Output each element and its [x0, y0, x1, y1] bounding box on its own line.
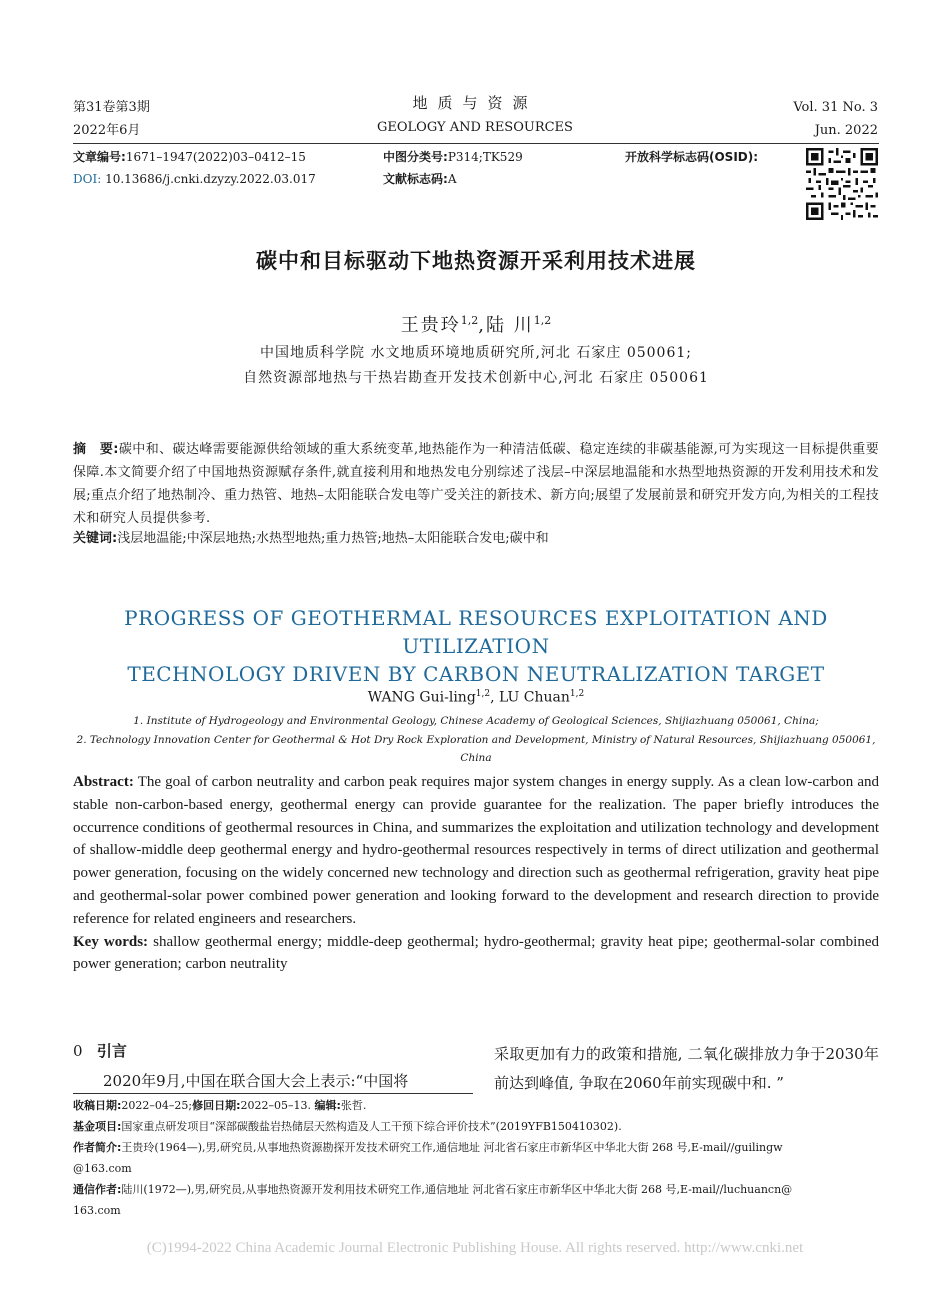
corresponding-label: 通信作者: [73, 1183, 122, 1196]
paper-title-en-line-1: PROGRESS OF GEOTHERMAL RESOURCES EXPLOITATION AND UTILIZATION [124, 606, 828, 658]
doi-label: DOI: [73, 172, 102, 186]
meta-right [625, 146, 758, 168]
author-2-cn: 陆 川 [486, 315, 534, 336]
body-left-column: 2020年9月,中国在联合国大会上表示:“中国将 [103, 1072, 409, 1090]
abstract-en [73, 771, 879, 976]
author-en-sep: , [490, 689, 500, 706]
watermark: (C)1994-2022 China Academic Journal Electronic Publishing House. All rights reserved. http://www.cnki.net [146, 1240, 804, 1256]
paper-title-cn: 碳中和目标驱动下地热资源开采利用技术进展 [256, 249, 696, 273]
doc-code-label: 文献标志码: [383, 172, 448, 186]
doi-value[interactable]: 10.13686/j.cnki.dzyzy.2022.03.017 [105, 172, 316, 186]
affiliation-en-1: 1. Institute of Hydrogeology and Environmental Geology, Chinese Academy of Geological Sciences, Shijiazhuang 050061, China; [133, 715, 819, 727]
keywords-cn-label: 关键词: [73, 531, 118, 546]
qr-code-icon[interactable] [806, 148, 878, 220]
header-rule [73, 143, 879, 144]
clc-value: P314;TK529 [447, 150, 523, 164]
editor-label: 编辑: [314, 1099, 341, 1112]
header-left [73, 96, 150, 142]
received-date: 2022–04–25; [121, 1099, 193, 1112]
clc-label: 中图分类号: [383, 150, 448, 164]
meta-middle [383, 146, 523, 190]
affiliation-cn-2: 自然资源部地热与干热岩勘查开发技术创新中心,河北 石家庄 050061 [243, 370, 709, 386]
osid-label: 开放科学标志码(OSID): [625, 150, 759, 164]
authors-en [73, 689, 879, 706]
footnote-fund [73, 1116, 879, 1137]
revised-label: 修回日期: [192, 1099, 241, 1112]
affiliation-en-2: 2. Technology Innovation Center for Geothermal & Hot Dry Rock Exploration and Development, Ministry of Natural Resources, Shijiazhuang 050061, China [76, 734, 876, 764]
author-1-en: WANG Gui-ling [367, 689, 476, 706]
keywords-en-text: shallow geothermal energy; middle-deep geothermal; hydro-geothermal; gravity heat pipe; geothermal-solar combined power generation; carbon neutrality [73, 933, 879, 973]
corresponding-email-tail: 163.com [73, 1204, 121, 1217]
authors-cn [73, 311, 879, 337]
date-en: Jun. 2022 [814, 123, 878, 138]
footnote-author [73, 1137, 879, 1158]
author-sep: , [478, 315, 486, 336]
date-cn: 2022年6月 [73, 123, 141, 138]
volume-cn: 第31卷第3期 [73, 100, 150, 115]
author-bio-label: 作者简介: [73, 1141, 122, 1154]
section-heading [73, 1040, 127, 1061]
author-2-affil: 1,2 [533, 314, 552, 327]
revised-date: 2022–05–13. [240, 1099, 312, 1112]
journal-name-cn: 地质与资源 [412, 94, 538, 112]
received-label: 收稿日期: [73, 1099, 122, 1112]
keywords-cn-text: 浅层地温能;中深层地热;水热型地热;重力热管;地热–太阳能联合发电;碳中和 [117, 531, 549, 546]
fund-label: 基金项目: [73, 1120, 122, 1133]
footnote-corresponding [73, 1179, 879, 1200]
footnote-rule [73, 1093, 473, 1094]
author-1-en-affil: 1,2 [475, 689, 491, 699]
author-2-en: LU Chuan [499, 689, 570, 706]
abstract-cn [73, 438, 879, 530]
article-no: 1671–1947(2022)03–0412–15 [125, 150, 306, 164]
footnotes [73, 1095, 879, 1221]
editor-name: 张哲. [340, 1099, 367, 1112]
section-title: 引言 [96, 1042, 127, 1060]
footnote-dates [73, 1095, 879, 1116]
header-right [793, 96, 878, 142]
meta-left [73, 146, 316, 190]
keywords-en-label: Key words: [73, 933, 149, 950]
abstract-cn-text: 碳中和、碳达峰需要能源供给领域的重大系统变革,地热能作为一种清洁低碳、稳定连续的非碳基能源,可为实现这一目标提供重要保障.本文简要介绍了中国地热资源赋存条件,就直接利用和地热发电分别综述了浅层–中深层地温能和水热型地热资源的开发利用技术和发展;重点介绍了地热制冷、重力热管、地热–太阳能联合发电等广受关注的新技术、新方向;展望了发展前景和研究开发方向,为相关的工程技术和研究人员提供参考. [73, 442, 879, 526]
keywords-cn [73, 528, 879, 550]
article-no-label: 文章编号: [73, 150, 126, 164]
author-bio-text: 王贵玲(1964—),男,研究员,从事地热资源勘探开发技术研究工作,通信地址 河北省石家庄市新华区中华北大街 268 号,E-mail//guilingw [121, 1141, 783, 1154]
volume-en: Vol. 31 No. 3 [793, 100, 878, 115]
affiliation-cn-1: 中国地质科学院 水文地质环境地质研究所,河北 石家庄 050061; [260, 345, 692, 361]
journal-name-en: GEOLOGY AND RESOURCES [377, 120, 573, 135]
author-1-affil: 1,2 [460, 314, 479, 327]
doc-code-value: A [447, 172, 457, 186]
journal-name [340, 92, 610, 139]
paper-title-en [73, 604, 879, 688]
section-number: 0 [73, 1042, 83, 1060]
author-bio-email-tail: @163.com [73, 1162, 132, 1175]
fund-text: 国家重点研发项目“深部碳酸盐岩热储层天然构造及人工干预下综合评价技术”(2019YFB150410302). [121, 1120, 622, 1133]
abstract-en-label: Abstract: [73, 774, 134, 790]
corresponding-text: 陆川(1972—),男,研究员,从事地热资源开发利用技术研究工作,通信地址 河北省石家庄市新华区中华北大街 268 号,E-mail//luchuancn@ [121, 1183, 793, 1196]
paper-title-en-line-2: TECHNOLOGY DRIVEN BY CARBON NEUTRALIZATION TARGET [127, 662, 825, 686]
author-1-cn: 王贵玲 [400, 315, 461, 336]
author-2-en-affil: 1,2 [569, 689, 585, 699]
abstract-cn-label: 摘 要: [73, 442, 119, 457]
abstract-en-text: The goal of carbon neutrality and carbon peak requires major system changes in energy supply. As a clean low-carbon and stable non-carbon-based energy, geothermal energy can provide guarantee for the realization. The paper briefly introduces the occurrence conditions of geothermal resources in China, and summarizes the exploitation and utilization technology and development of shallow-middle deep geothermal energy and hydro-geothermal resources respectively in terms of direct utilization and geothermal power generation, focusing on the widely concerned new technology and direction such as geothermal refrigeration, gravity heat pipe and geothermal-solar power combined power generation and looking forward to the development and research direction to provide reference for related engineers and researchers. [73, 774, 879, 927]
body-right-column: 采取更加有力的政策和措施, 二氧化碳排放力争于2030年前达到峰值, 争取在2060年前实现碳中和. ” [494, 1045, 879, 1092]
